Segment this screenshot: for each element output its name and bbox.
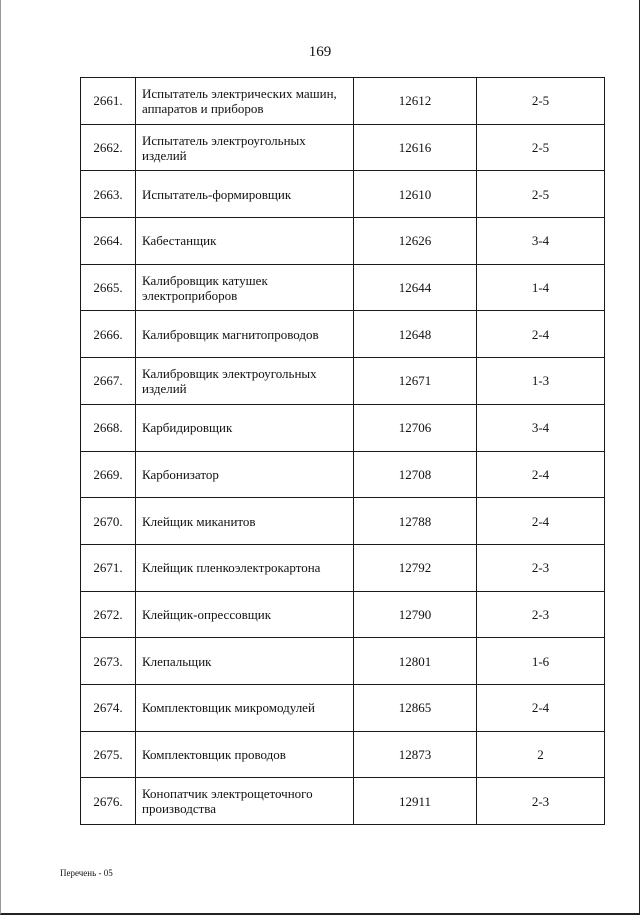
- table-row: [81, 684, 605, 731]
- occupation-code-cell: 12873: [354, 731, 477, 778]
- occupation-name-cell: Испытатель электроугольных изделий: [136, 124, 354, 171]
- occupation-code-cell: 12610: [354, 171, 477, 218]
- occupations-table: [80, 77, 605, 825]
- row-number-cell: 2665.: [81, 264, 136, 311]
- occupation-code-cell: 12790: [354, 591, 477, 638]
- row-number-cell: 2663.: [81, 171, 136, 218]
- row-number-cell: 2664.: [81, 218, 136, 265]
- occupation-code-cell: 12671: [354, 358, 477, 405]
- grade-range-cell: 2-4: [477, 498, 605, 545]
- row-number-cell: 2661.: [81, 78, 136, 125]
- occupation-name-cell: Кабестанщик: [136, 218, 354, 265]
- occupation-name-cell: Калибровщик электроугольных изделий: [136, 358, 354, 405]
- occupation-code-cell: 12626: [354, 218, 477, 265]
- occupation-code-cell: 12708: [354, 451, 477, 498]
- footer-note: Перечень - 05: [60, 868, 113, 878]
- occupation-name-cell: Испытатель электрических машин, аппаратов и приборов: [136, 78, 354, 125]
- occupation-code-cell: 12612: [354, 78, 477, 125]
- occupation-name-cell: Карбидировщик: [136, 404, 354, 451]
- occupation-name-cell: Клепальщик: [136, 638, 354, 685]
- occupation-code-cell: 12616: [354, 124, 477, 171]
- table-row: [81, 544, 605, 591]
- occupation-name-cell: Калибровщик магнитопроводов: [136, 311, 354, 358]
- occupation-name-cell: Клейщик миканитов: [136, 498, 354, 545]
- row-number-cell: 2674.: [81, 684, 136, 731]
- table-row: [81, 311, 605, 358]
- grade-range-cell: 2-5: [477, 78, 605, 125]
- row-number-cell: 2671.: [81, 544, 136, 591]
- grade-range-cell: 1-3: [477, 358, 605, 405]
- grade-range-cell: 3-4: [477, 404, 605, 451]
- table-row: [81, 451, 605, 498]
- occupation-name-cell: Клейщик-опрессовщик: [136, 591, 354, 638]
- table-row: [81, 638, 605, 685]
- table-row: [81, 731, 605, 778]
- row-number-cell: 2666.: [81, 311, 136, 358]
- grade-range-cell: 2-3: [477, 778, 605, 825]
- table-row: [81, 218, 605, 265]
- grade-range-cell: 3-4: [477, 218, 605, 265]
- table-row: [81, 591, 605, 638]
- table-row: [81, 78, 605, 125]
- row-number-cell: 2670.: [81, 498, 136, 545]
- grade-range-cell: 1-6: [477, 638, 605, 685]
- row-number-cell: 2676.: [81, 778, 136, 825]
- occupation-name-cell: Клейщик пленкоэлектрокартона: [136, 544, 354, 591]
- occupation-code-cell: 12801: [354, 638, 477, 685]
- row-number-cell: 2673.: [81, 638, 136, 685]
- row-number-cell: 2672.: [81, 591, 136, 638]
- occupation-code-cell: 12648: [354, 311, 477, 358]
- grade-range-cell: 2-4: [477, 684, 605, 731]
- row-number-cell: 2662.: [81, 124, 136, 171]
- row-number-cell: 2669.: [81, 451, 136, 498]
- table-row: [81, 264, 605, 311]
- occupation-code-cell: 12788: [354, 498, 477, 545]
- table-body: [81, 78, 605, 825]
- page-number: 169: [308, 44, 332, 60]
- grade-range-cell: 2-5: [477, 124, 605, 171]
- grade-range-cell: 2-3: [477, 544, 605, 591]
- table-row: [81, 171, 605, 218]
- occupation-code-cell: 12792: [354, 544, 477, 591]
- grade-range-cell: 2-4: [477, 311, 605, 358]
- occupation-code-cell: 12644: [354, 264, 477, 311]
- table-row: [81, 124, 605, 171]
- occupation-name-cell: Испытатель-формировщик: [136, 171, 354, 218]
- table-row: [81, 404, 605, 451]
- grade-range-cell: 2-3: [477, 591, 605, 638]
- occupation-code-cell: 12706: [354, 404, 477, 451]
- grade-range-cell: 2: [477, 731, 605, 778]
- occupation-name-cell: Комплектовщик микромодулей: [136, 684, 354, 731]
- table-row: [81, 358, 605, 405]
- grade-range-cell: 2-4: [477, 451, 605, 498]
- occupation-name-cell: Конопатчик электрощеточного производства: [136, 778, 354, 825]
- occupation-name-cell: Калибровщик катушек электроприборов: [136, 264, 354, 311]
- occupation-name-cell: Карбонизатор: [136, 451, 354, 498]
- occupation-code-cell: 12865: [354, 684, 477, 731]
- row-number-cell: 2667.: [81, 358, 136, 405]
- table-row: [81, 498, 605, 545]
- row-number-cell: 2668.: [81, 404, 136, 451]
- row-number-cell: 2675.: [81, 731, 136, 778]
- occupation-name-cell: Комплектовщик проводов: [136, 731, 354, 778]
- occupation-code-cell: 12911: [354, 778, 477, 825]
- grade-range-cell: 1-4: [477, 264, 605, 311]
- grade-range-cell: 2-5: [477, 171, 605, 218]
- table-row: [81, 778, 605, 825]
